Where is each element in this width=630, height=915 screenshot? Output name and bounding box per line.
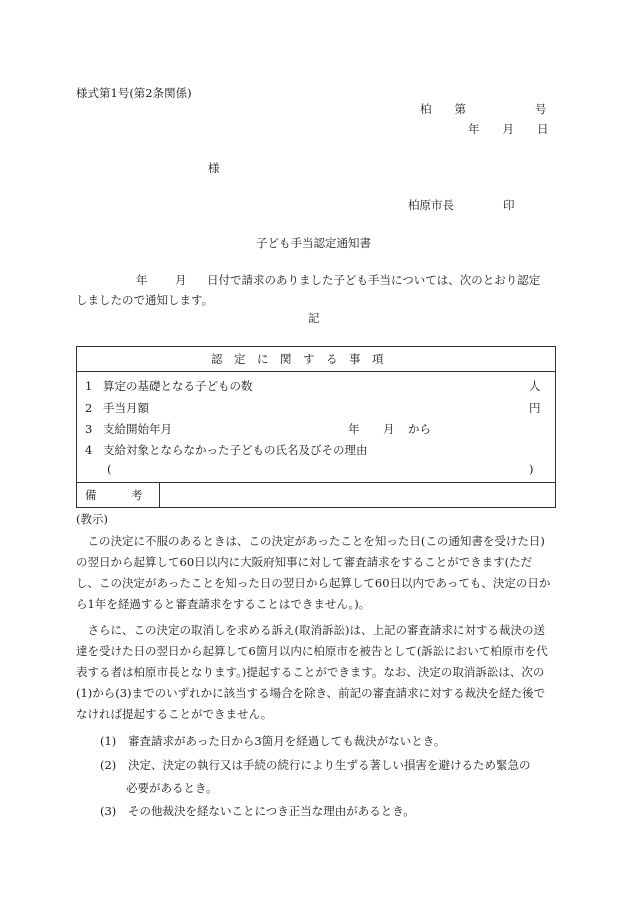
instruction-label: (教示) bbox=[76, 512, 108, 526]
document-title: 子ども手当認定通知書 bbox=[256, 236, 371, 250]
table-header-divider bbox=[77, 371, 555, 372]
addressee: 様 bbox=[208, 161, 220, 175]
remarks-column-divider bbox=[159, 482, 160, 508]
item-2-number: (2) bbox=[100, 758, 117, 772]
row-3-year: 年 bbox=[348, 422, 360, 436]
paren-close: ) bbox=[529, 462, 534, 476]
item-1-text: 審査請求があった日から3箇月を経過しても裁決がないとき。 bbox=[128, 734, 446, 748]
intro-year: 年 bbox=[136, 273, 148, 287]
paren-open: ( bbox=[107, 462, 112, 476]
item-2-text: 決定、決定の執行又は手続の続行により生ずる著しい損害を避けるため緊急の bbox=[128, 758, 531, 772]
intro-text-line2: しましたので通知します。 bbox=[76, 293, 214, 307]
row-1-number: 1 bbox=[85, 379, 93, 393]
ki-marker: 記 bbox=[308, 311, 320, 325]
row-4-label: 支給対象とならなかった子どもの氏名及びその理由 bbox=[103, 443, 368, 457]
reference-number: 柏 第 号 bbox=[420, 102, 547, 116]
issuer-name: 柏原市長 bbox=[408, 198, 454, 212]
remarks-label: 備 考 bbox=[85, 488, 143, 502]
issue-date: 年 月 日 bbox=[468, 122, 549, 136]
row-1-label: 算定の基礎となる子どもの数 bbox=[103, 379, 253, 393]
instruction-paragraph-1: この決定に不服のあるときは、この決定があったことを知った日(この通知書を受けた日)の翌日から起算して60日以内に大阪府知事に対して審査請求をすることができます(ただし、この決定があったことを知った日の翌日から起算して60日以内であっても、決定の日から1年を経過すると審査請求をすることはできません。)。 bbox=[76, 534, 551, 611]
item-2-continuation: 必要があるとき。 bbox=[126, 781, 218, 795]
row-3-from: から bbox=[408, 422, 431, 436]
row-2-label: 手当月額 bbox=[103, 401, 149, 415]
row-3-month: 月 bbox=[383, 422, 395, 436]
intro-text: 日付で請求のありました子ども手当については、次のとおり認定 bbox=[207, 273, 541, 287]
instruction-paragraph-2: さらに、この決定の取消しを求める訴え(取消訴訟)は、上記の審査請求に対する裁決の送達を受けた日の翌日から起算して6箇月以内に柏原市を被告として(訴訟において柏原市を代表する者は柏原市長となります。)提起することができます。なお、決定の取消訴訟は、次の(1)から(3)までのいずれかに該当する場合を除き、前記の審査請求に対する裁決を経た後でなければ提起することができません。 bbox=[76, 623, 548, 721]
row-2-number: 2 bbox=[85, 401, 93, 415]
item-3-text: その他裁決を経ないことにつき正当な理由があるとき。 bbox=[128, 804, 415, 818]
table-remarks-divider bbox=[77, 482, 555, 483]
certification-table bbox=[76, 346, 556, 508]
table-heading: 認 定 に 関 す る 事 項 bbox=[211, 352, 384, 366]
seal-mark: 印 bbox=[503, 198, 515, 212]
form-number: 様式第1号(第2条関係) bbox=[76, 86, 192, 100]
row-1-unit: 人 bbox=[529, 379, 541, 393]
row-3-number: 3 bbox=[85, 422, 93, 436]
row-4-number: 4 bbox=[85, 443, 93, 457]
instruction-item-2 bbox=[100, 755, 554, 776]
instruction-item-3 bbox=[100, 801, 554, 822]
row-3-label: 支給開始年月 bbox=[103, 422, 172, 436]
instruction-item-1 bbox=[100, 731, 554, 752]
item-3-number: (3) bbox=[100, 804, 117, 818]
intro-month: 月 bbox=[175, 273, 187, 287]
item-1-number: (1) bbox=[100, 734, 117, 748]
row-2-unit: 円 bbox=[529, 401, 541, 415]
